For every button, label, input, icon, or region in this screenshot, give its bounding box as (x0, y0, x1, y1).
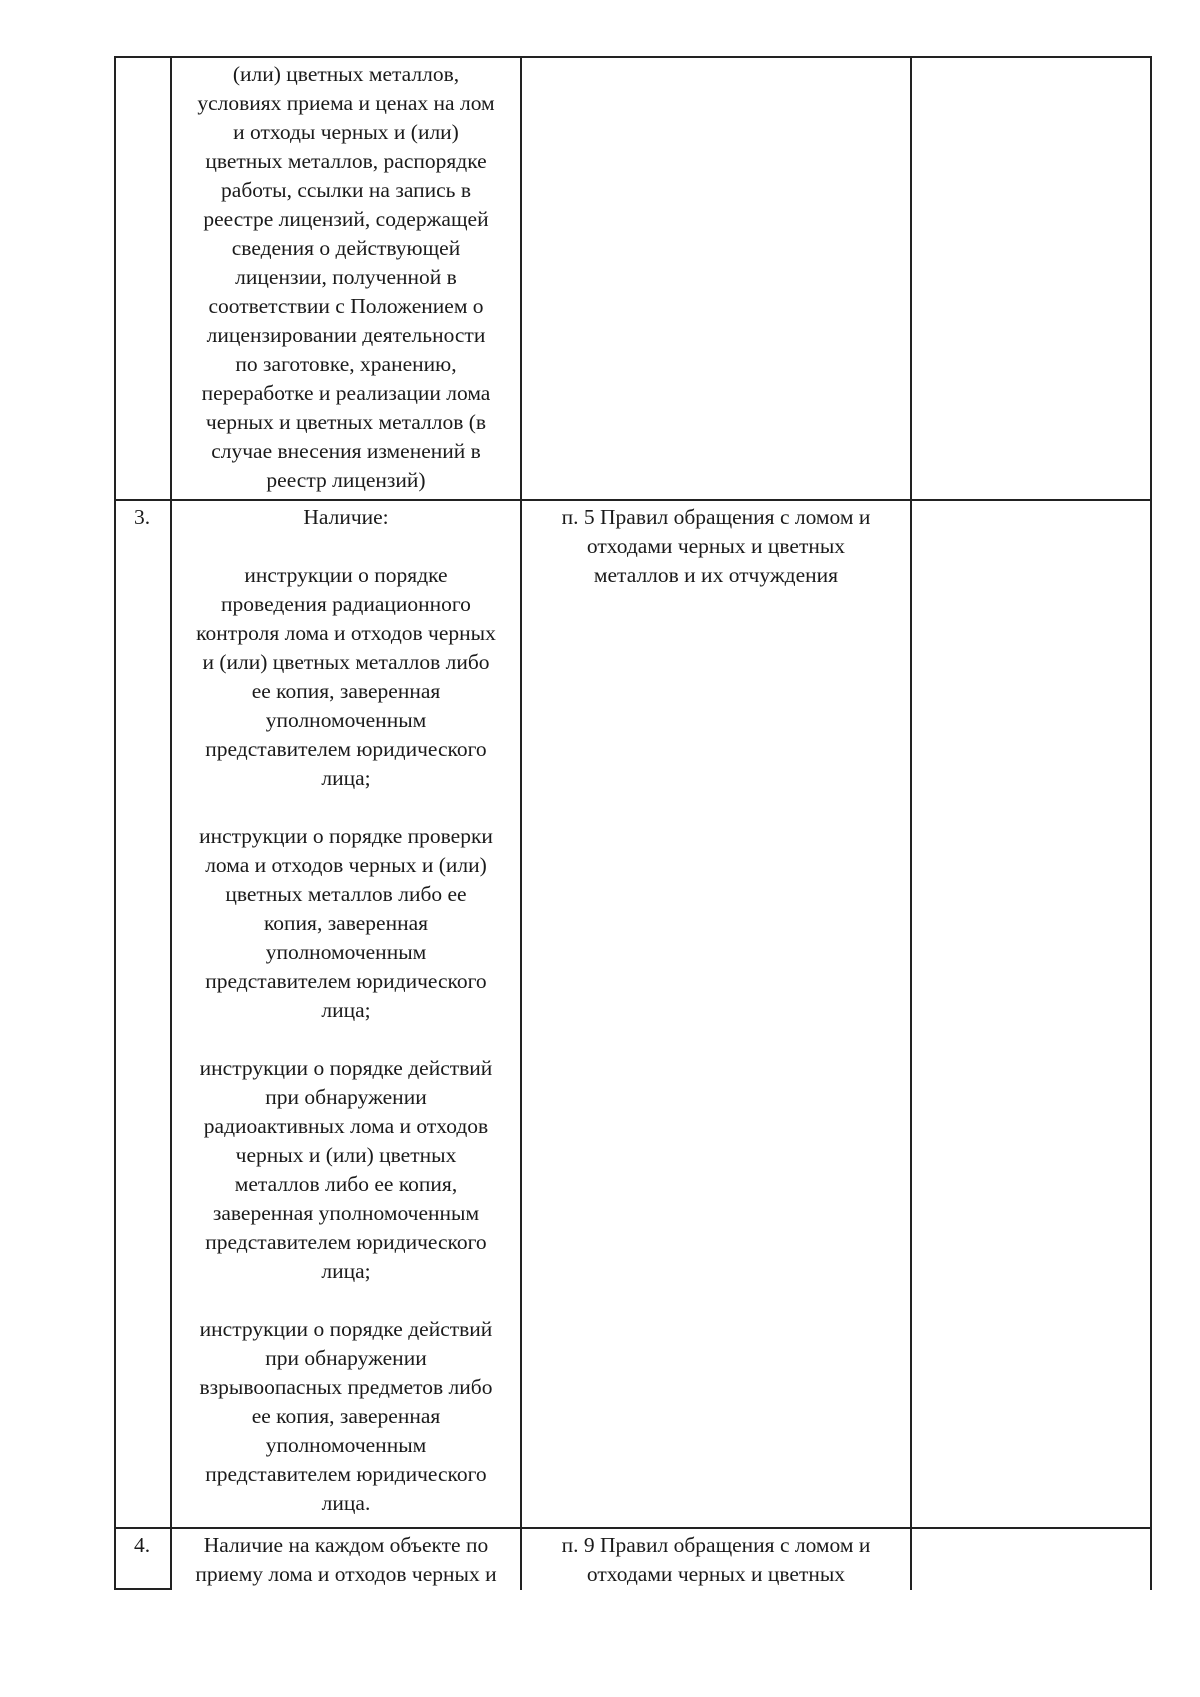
text-line: условиях приема и ценах на лом (197, 91, 495, 115)
text-line: соответствии с Положением о (208, 294, 484, 318)
text-line: представителем юридического (205, 737, 487, 761)
table-left-border (114, 56, 116, 1590)
text-line: отходами черных и цветных (586, 1562, 846, 1586)
text-line: лица; (321, 766, 371, 790)
text-line: металлов и их отчуждения (593, 563, 839, 587)
table-bottom-border-number-col (114, 1588, 171, 1590)
text-line: Наличие: (303, 505, 389, 529)
text-line: лица; (321, 998, 371, 1022)
text-line: черных и (или) цветных (235, 1143, 457, 1167)
text-line: представителем юридического (205, 1462, 487, 1486)
text-line: при обнаружении (265, 1346, 427, 1370)
text-line: ее копия, заверенная (251, 1404, 441, 1428)
text-line: представителем юридического (205, 969, 487, 993)
paragraph-gap (172, 532, 520, 561)
text-line: отходами черных и цветных (586, 534, 846, 558)
text-line: инструкции о порядке действий (199, 1056, 493, 1080)
text-line: лица. (321, 1491, 371, 1515)
text-line: уполномоченным (265, 1433, 427, 1457)
text-line: п. 9 Правил обращения с ломом и (561, 1533, 871, 1557)
text-line: инструкции о порядке проверки (199, 824, 493, 848)
requirement-cell (172, 1531, 520, 1589)
text-line: уполномоченным (265, 940, 427, 964)
paragraph-gap (172, 793, 520, 822)
text-line: лома и отходов черных и (или) (205, 853, 487, 877)
requirement-cell (172, 503, 520, 1518)
text-line: уполномоченным (265, 708, 427, 732)
column-divider-3 (910, 56, 912, 1590)
text-line: черных и цветных металлов (в (205, 410, 487, 434)
paragraph-gap (172, 1286, 520, 1315)
text-line: лицензии, полученной в (235, 265, 457, 289)
reference-cell (522, 1531, 910, 1589)
text-line: цветных металлов, распорядке (205, 149, 487, 173)
table-right-border (1150, 56, 1152, 1590)
requirement-cell-continued (172, 60, 520, 495)
text-line: п. 5 Правил обращения с ломом и (561, 505, 871, 529)
text-line: ее копия, заверенная (251, 679, 441, 703)
text-line: инструкции о порядке действий (199, 1317, 493, 1341)
text-line: Наличие на каждом объекте по (203, 1533, 489, 1557)
text-line: реестр лицензий) (266, 468, 426, 492)
reference-cell (522, 503, 910, 590)
column-divider-2 (520, 56, 522, 1590)
text-line: представителем юридического (205, 1230, 487, 1254)
text-line: контроля лома и отходов черных (196, 621, 496, 645)
row-number: 3. (133, 505, 151, 529)
text-line: радиоактивных лома и отходов (203, 1114, 489, 1138)
table-top-border (114, 56, 1152, 58)
text-line: при обнаружении (265, 1085, 427, 1109)
text-line: (или) цветных металлов, (232, 62, 460, 86)
text-line: инструкции о порядке (244, 563, 448, 587)
text-line: металлов либо ее копия, (234, 1172, 458, 1196)
text-line: копия, заверенная (263, 911, 429, 935)
paragraph-gap (172, 1025, 520, 1054)
row-divider-4 (114, 1527, 1152, 1529)
text-line: лица; (321, 1259, 371, 1283)
text-line: лицензировании деятельности (206, 323, 486, 347)
text-line: приему лома и отходов черных и (195, 1562, 497, 1586)
text-line: сведения о действующей (231, 236, 461, 260)
row-number: 4. (133, 1533, 151, 1557)
text-line: цветных металлов либо ее (225, 882, 467, 906)
text-line: взрывоопасных предметов либо (199, 1375, 493, 1399)
text-line: и отходы черных и (или) (233, 120, 459, 144)
text-line: заверенная уполномоченным (212, 1201, 480, 1225)
text-line: проведения радиационного (221, 592, 471, 616)
text-line: работы, ссылки на запись в (221, 178, 471, 202)
row-divider-3 (114, 499, 1152, 501)
text-line: реестре лицензий, содержащей (203, 207, 489, 231)
text-line: переработке и реализации лома (201, 381, 491, 405)
text-line: по заготовке, хранению, (235, 352, 457, 376)
text-line: и (или) цветных металлов либо (202, 650, 490, 674)
text-line: случае внесения изменений в (211, 439, 481, 463)
